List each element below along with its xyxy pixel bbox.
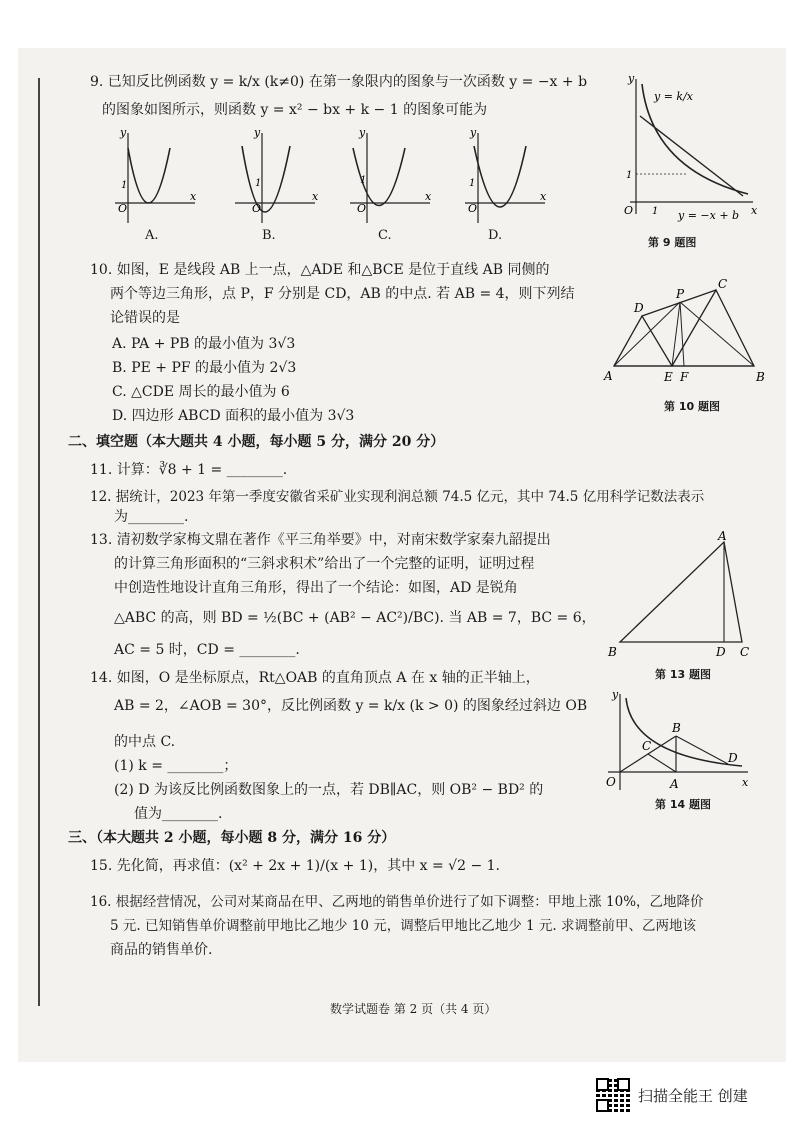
svg-text:O: O (252, 202, 262, 215)
q10-option-d: D. 四边形 ABCD 面积的最小值为 3√3 (112, 408, 355, 424)
scanner-watermark (596, 1078, 748, 1112)
svg-text:1: 1 (255, 178, 262, 189)
svg-text:x: x (312, 190, 319, 203)
q14-caption: 第 14 题图 (655, 798, 711, 811)
q10-line2: 两个等边三角形，点 P，F 分别是 CD，AB 的中点. 若 AB = 4，则下列结 (110, 286, 575, 302)
svg-text:D: D (634, 301, 644, 315)
q9-option-a-label: A. (145, 228, 159, 243)
svg-text:A: A (718, 529, 727, 543)
q14-line3: 的中点 C. (114, 734, 176, 750)
q16-line3: 商品的销售单价. (110, 942, 213, 958)
q12-line2: 为________. (114, 509, 189, 525)
svg-text:O: O (468, 202, 478, 215)
svg-text:O: O (624, 204, 634, 217)
q12-line1: 12. 据统计，2023 年第一季度安徽省采矿业实现利润总额 74.5 亿元，其中 74.5 亿用科学记数法表示 (90, 489, 705, 505)
svg-text:x: x (751, 204, 758, 217)
svg-text:D: D (716, 645, 726, 659)
q16-line1: 16. 根据经营情况，公司对某商品在甲、乙两地的销售单价进行了如下调整：甲地上涨 10%，乙地降价 (90, 894, 704, 910)
q10-option-a: A. PA + PB 的最小值为 3√3 (112, 336, 296, 352)
q13-caption: 第 13 题图 (655, 668, 711, 681)
svg-text:E: E (664, 370, 673, 384)
svg-text:x: x (190, 190, 197, 203)
page-footer: 数学试题卷 第 2 页（共 4 页） (330, 1002, 497, 1016)
q13-line1: 13. 清初数学家梅文鼎在著作《平三角举要》中，对南宋数学家秦九韶提出 (90, 532, 551, 548)
q9-graph-a (115, 126, 197, 223)
svg-text:1: 1 (652, 206, 659, 217)
q10-line3: 论错误的是 (110, 310, 180, 326)
q9-graph-b (235, 126, 319, 223)
svg-text:x: x (742, 776, 749, 789)
svg-text:D: D (728, 751, 738, 765)
svg-text:C: C (642, 739, 652, 753)
binding-margin-line (38, 78, 40, 1006)
q9-line1: 9. 已知反比例函数 y = k/x (k≠0) 在第一象限内的图象与一次函数 y = −x + b (90, 74, 588, 90)
svg-text:B: B (672, 721, 681, 735)
q9-label-hyperbola: y = k/x (654, 90, 693, 103)
q13-figure (606, 530, 756, 660)
q10-figure (604, 277, 765, 390)
q14-part2b: 值为________. (134, 806, 223, 822)
svg-text:C: C (718, 277, 728, 291)
svg-text:y: y (612, 688, 619, 701)
q9-label-line: y = −x + b (678, 209, 740, 222)
qr-code-icon (596, 1078, 630, 1112)
svg-text:O: O (606, 775, 616, 789)
svg-text:C: C (740, 645, 750, 659)
q9-option-graphs (100, 128, 660, 238)
q14-part2a: (2) D 为该反比例函数图象上的一点，若 DB∥AC，则 OB² − BD² 的 (114, 782, 544, 798)
q13-line2: 的计算三角形面积的“三斜求积术”给出了一个完整的证明，证明过程 (114, 556, 535, 572)
svg-text:1: 1 (469, 178, 476, 189)
q13-line4: △ABC 的高，则 BD = ½(BC + (AB² − AC²)/BC). 当 AB = 7，BC = 6， (114, 610, 596, 626)
section-2-heading: 二、填空题（本大题共 4 小题，每小题 5 分，满分 20 分） (68, 434, 445, 450)
svg-text:O: O (357, 202, 367, 215)
q9-option-c-label: C. (378, 228, 392, 243)
q9-graph-d (465, 126, 547, 223)
q14-line1: 14. 如图，O 是坐标原点，Rt△OAB 的直角顶点 A 在 x 轴的正半轴上， (90, 670, 540, 686)
svg-text:1: 1 (626, 170, 633, 181)
q11: 11. 计算：∛8 + 1 = ________. (90, 462, 288, 478)
q9-graph-c (350, 126, 432, 223)
svg-text:B: B (608, 645, 617, 659)
q10-option-b: B. PE + PF 的最小值为 2√3 (112, 360, 297, 376)
svg-text:1: 1 (360, 175, 367, 186)
svg-text:y: y (628, 72, 635, 85)
svg-text:F: F (680, 370, 689, 384)
svg-text:A: A (604, 369, 613, 383)
svg-text:y: y (470, 126, 477, 139)
svg-text:x: x (540, 190, 547, 203)
q10-option-c: C. △CDE 周长的最小值为 6 (112, 384, 290, 400)
q14-figure (602, 690, 752, 795)
section-3-heading: 三、（本大题共 2 小题，每小题 8 分，满分 16 分） (68, 830, 396, 846)
q9-option-b-label: B. (262, 228, 276, 243)
svg-text:O: O (118, 202, 128, 215)
svg-text:A: A (670, 777, 679, 791)
q9-line2: 的图象如图所示，则函数 y = x² − bx + k − 1 的图象可能为 (102, 102, 488, 118)
svg-text:P: P (676, 287, 685, 301)
svg-text:y: y (359, 126, 366, 139)
q10-line1: 10. 如图，E 是线段 AB 上一点，△ADE 和△BCE 是位于直线 AB 同侧的 (90, 262, 550, 278)
scanner-text: 扫描全能王 创建 (638, 1086, 748, 1105)
q15: 15. 先化简，再求值：(x² + 2x + 1)/(x + 1)，其中 x = √2 − 1. (90, 858, 500, 874)
q10-caption: 第 10 题图 (664, 400, 720, 413)
q14-part1: (1) k = ________； (114, 758, 238, 774)
q13-line5: AC = 5 时，CD = ________. (114, 642, 300, 658)
q14-line2: AB = 2，∠AOB = 30°，反比例函数 y = k/x (k > 0) 的图象经过斜边 OB (114, 698, 588, 714)
q13-line3: 中创造性地设计直角三角形，得出了一个结论：如图，AD 是锐角 (114, 580, 518, 596)
q9-figure (618, 74, 758, 224)
q9-caption: 第 9 题图 (648, 236, 697, 249)
svg-text:y: y (120, 126, 127, 139)
svg-text:y: y (254, 126, 261, 139)
q16-line2: 5 元. 已知销售单价调整前甲地比乙地少 10 元，调整后甲地比乙地少 1 元. 求调整前甲、乙两地该 (110, 918, 696, 934)
svg-text:1: 1 (121, 180, 128, 191)
q9-option-d-label: D. (488, 228, 503, 243)
svg-text:B: B (756, 370, 765, 384)
svg-text:x: x (425, 190, 432, 203)
